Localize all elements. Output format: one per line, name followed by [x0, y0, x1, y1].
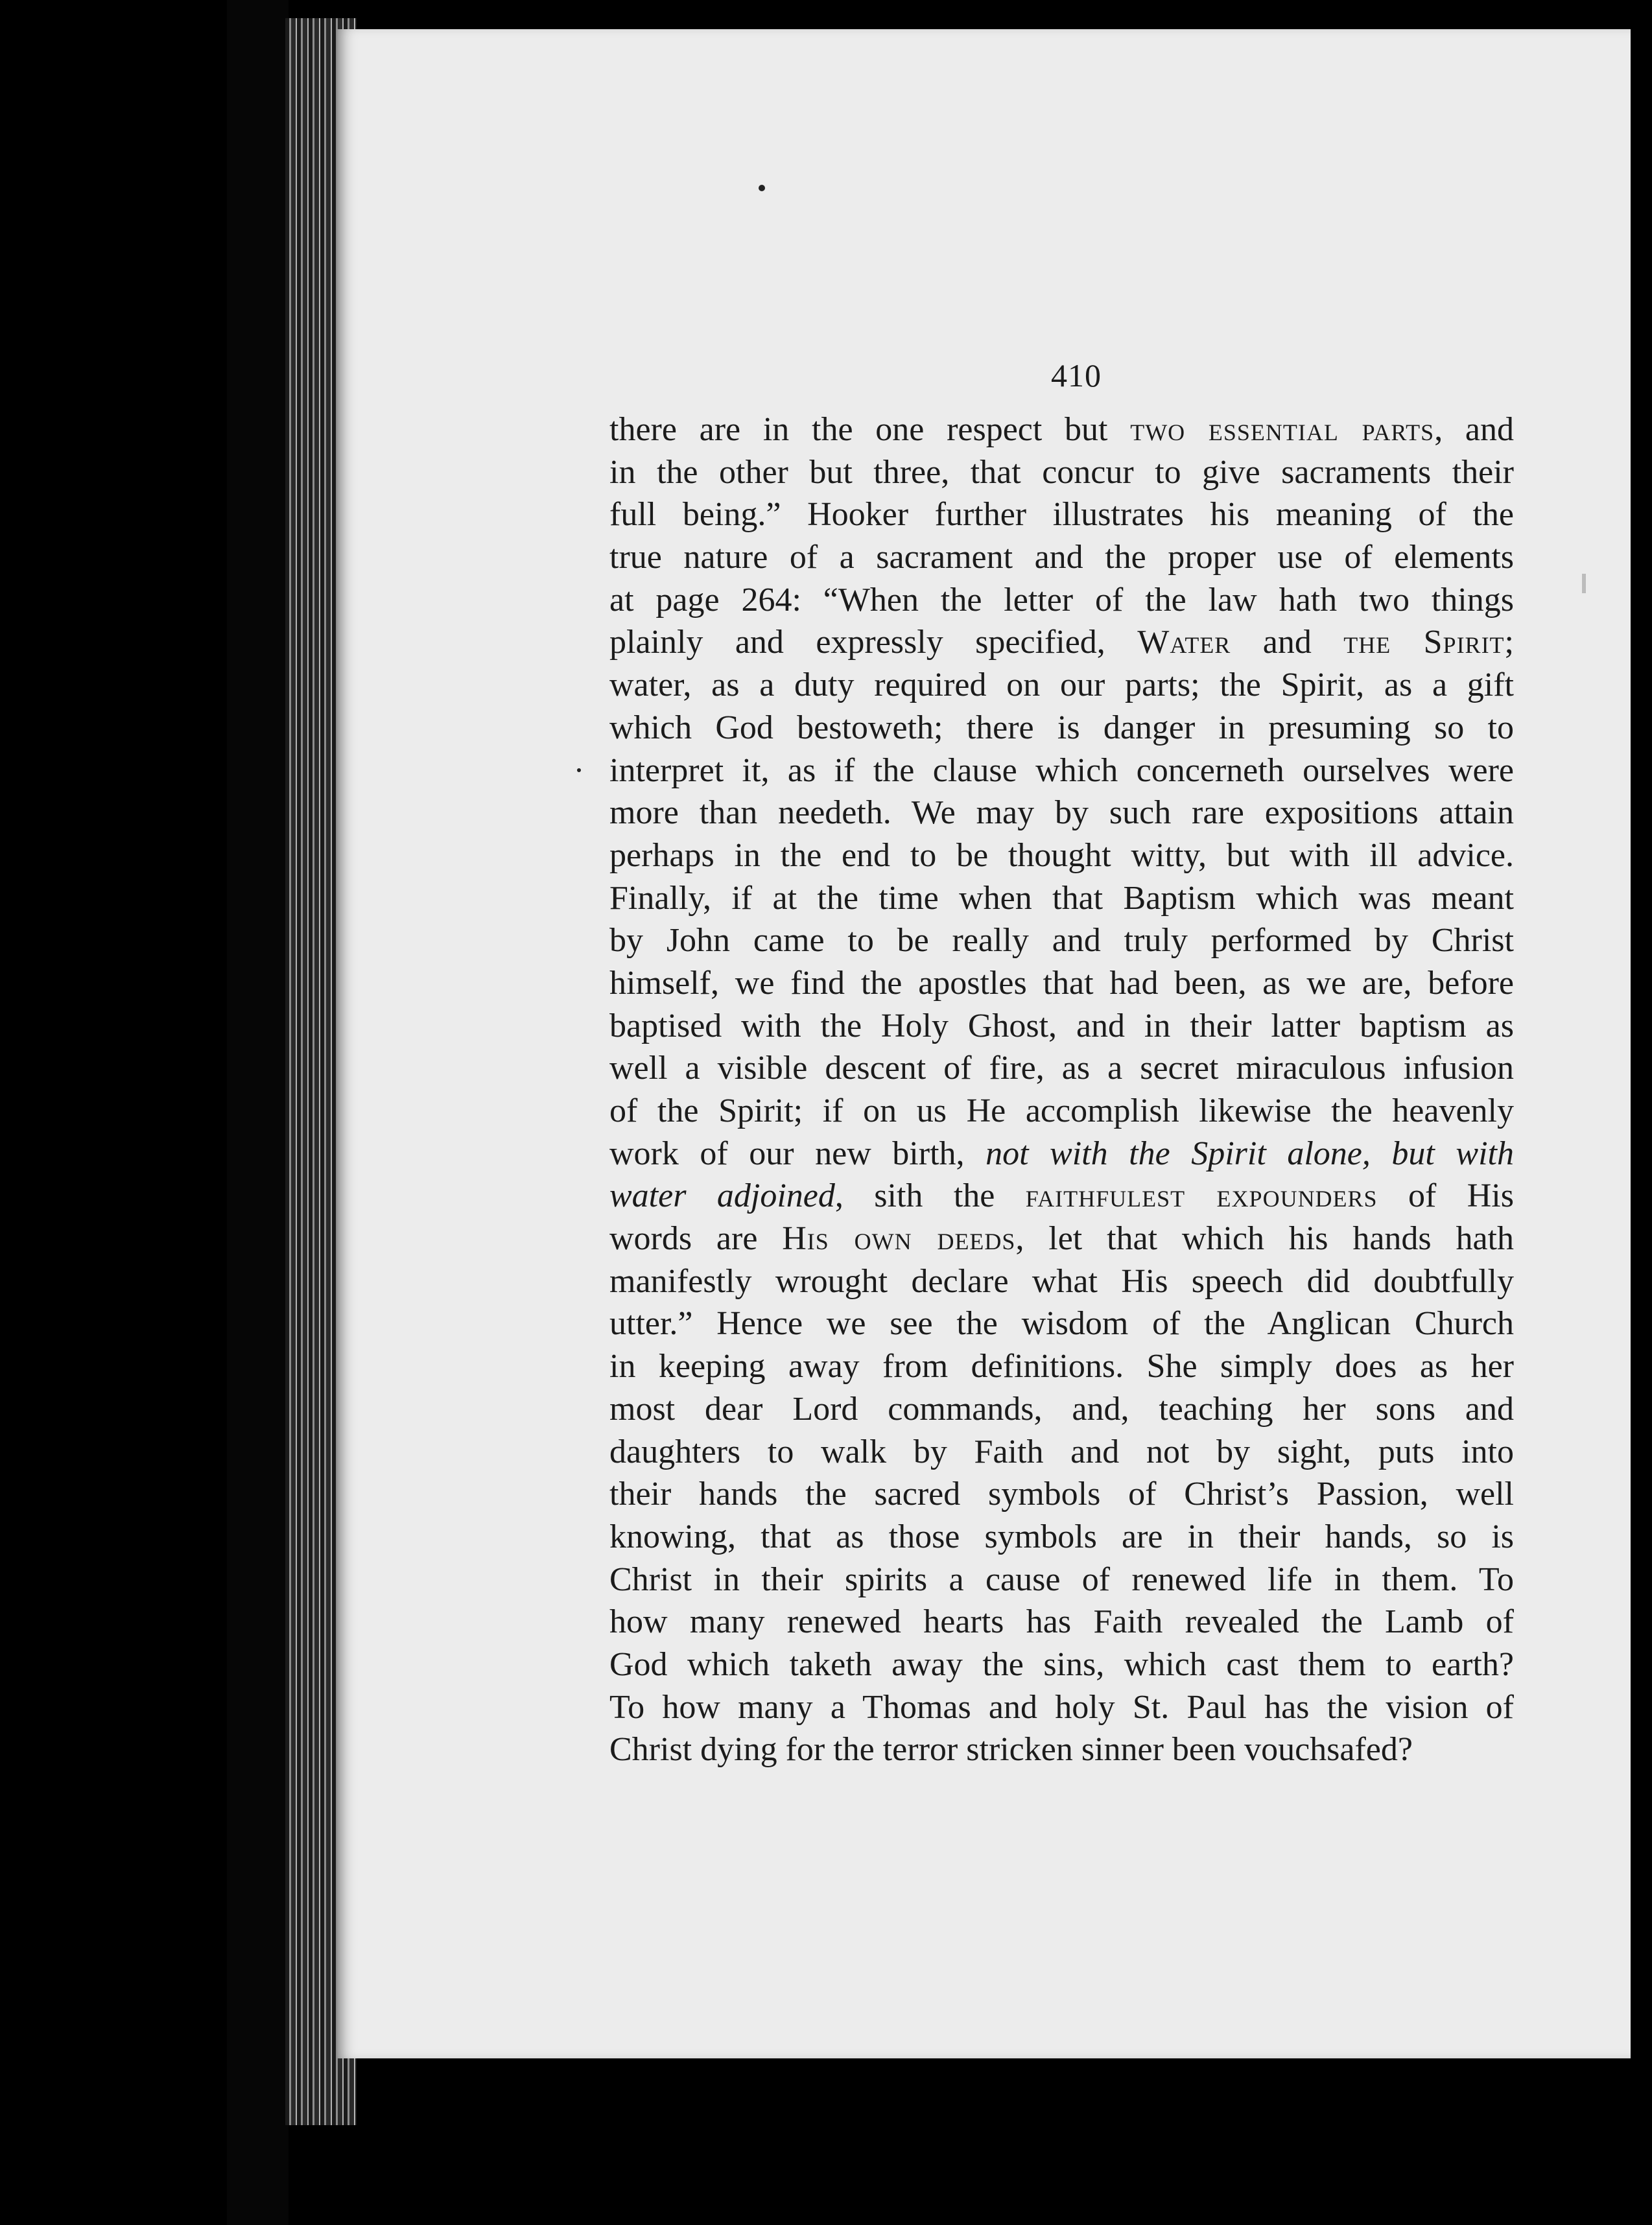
text-line	[609, 749, 1514, 792]
text-line	[609, 919, 1514, 962]
text-run: of the Spirit; if on us He accomplish likewise the heavenly	[609, 1092, 1514, 1129]
text-run: perhaps in the end to be thought witty, but with ill advice.	[609, 836, 1514, 874]
text-line	[609, 1388, 1514, 1431]
text-line	[609, 493, 1514, 536]
text-run: baptised with the Holy Ghost, and in their latter baptism as	[609, 1007, 1514, 1044]
text-run: faithfulest expounders	[1025, 1177, 1378, 1215]
margin-speck	[1582, 574, 1586, 593]
text-run: Finally, if at the time when that Baptism which was meant	[609, 879, 1514, 917]
text-run: in the other but three, that concur to give sacraments their	[609, 453, 1514, 491]
text-line	[609, 877, 1514, 920]
text-line	[609, 1005, 1514, 1048]
text-run: ;	[1504, 624, 1514, 661]
text-run: true nature of a sacrament and the proper use of elements	[609, 539, 1514, 576]
text-line	[609, 1643, 1514, 1686]
text-run: interpret it, as if the clause which concerneth ourselves were	[609, 751, 1514, 789]
text-run: of His	[1377, 1177, 1514, 1215]
text-run: full being.” Hooker further illustrates his meaning of the	[609, 496, 1514, 534]
body-text	[609, 408, 1514, 1771]
text-line	[609, 707, 1514, 749]
text-run: the Spirit	[1343, 624, 1505, 661]
text-run: water, as a duty required on our parts; the Spirit, as a gift	[609, 666, 1514, 704]
text-run: and	[1231, 624, 1344, 661]
text-line	[609, 1345, 1514, 1388]
text-line	[609, 451, 1514, 494]
text-run: To how many a Thomas and holy St. Paul has the vision of	[609, 1688, 1514, 1726]
text-run: at page 264: “When the letter of the law hath two things	[609, 581, 1514, 618]
text-line	[609, 1601, 1514, 1643]
text-run: most dear Lord commands, and, teaching her sons and	[609, 1390, 1514, 1428]
text-run: water adjoined	[609, 1177, 835, 1215]
text-line	[609, 536, 1514, 579]
text-run: knowing, that as those symbols are in their hands, so is	[609, 1518, 1514, 1555]
book-spine-shadow	[227, 0, 289, 2225]
text-line	[609, 1047, 1514, 1090]
text-line	[609, 1090, 1514, 1133]
text-line	[609, 1133, 1514, 1175]
text-run: two essential parts	[1130, 411, 1435, 448]
text-line	[609, 792, 1514, 834]
text-run: words are	[609, 1220, 783, 1258]
text-line	[609, 621, 1514, 664]
text-line	[609, 834, 1514, 877]
text-run: more than needeth. We may by such rare expositions attain	[609, 794, 1514, 832]
text-run: daughters to walk by Faith and not by sight, puts into	[609, 1433, 1514, 1470]
text-run: in keeping away from definitions. She simply does as her	[609, 1348, 1514, 1385]
text-line	[609, 664, 1514, 707]
page-number: 410	[1051, 357, 1102, 394]
text-line	[609, 579, 1514, 622]
text-line	[609, 962, 1514, 1005]
text-run: God which taketh away the sins, which cast them to earth?	[609, 1645, 1514, 1683]
text-run: , sith the	[834, 1177, 1026, 1215]
text-run: there are in the one respect but	[609, 411, 1131, 448]
ink-speck	[577, 768, 581, 772]
text-run: Christ in their spirits a cause of renewed life in them. To	[609, 1560, 1514, 1598]
text-run: , and	[1434, 411, 1514, 448]
text-line	[609, 1302, 1514, 1345]
text-run: well a visible descent of fire, as a secret miraculous infusion	[609, 1050, 1514, 1087]
text-run: their hands the sacred symbols of Christ’s Passion, well	[609, 1476, 1514, 1513]
text-line	[609, 1686, 1514, 1729]
text-run: himself, we find the apostles that had been, as we are, before	[609, 964, 1514, 1002]
text-line	[609, 1473, 1514, 1516]
text-line	[609, 1559, 1514, 1601]
text-run: not with the Spirit alone, but with	[985, 1135, 1514, 1172]
text-line	[609, 408, 1514, 451]
text-run: by John came to be really and truly performed by Christ	[609, 922, 1514, 959]
text-run: how many renewed hearts has Faith revealed the Lamb of	[609, 1603, 1514, 1641]
text-line	[609, 1175, 1514, 1218]
ink-speck	[759, 185, 765, 191]
text-run: work of our new birth,	[609, 1135, 986, 1172]
text-run: Water	[1137, 624, 1231, 661]
text-run: Christ dying for the terror stricken sinner been vouchsafed?	[609, 1731, 1413, 1769]
text-run: , let that which his hands hath	[1015, 1220, 1514, 1258]
text-line	[609, 1218, 1514, 1260]
text-line	[609, 1431, 1514, 1474]
text-line	[609, 1516, 1514, 1559]
text-run: utter.” Hence we see the wisdom of the Anglican Church	[609, 1305, 1514, 1343]
text-run: plainly and expressly specified,	[609, 624, 1138, 661]
text-run: which God bestoweth; there is danger in presuming so to	[609, 709, 1514, 746]
text-line	[609, 1728, 1514, 1771]
text-line	[609, 1260, 1514, 1303]
text-run: manifestly wrought declare what His speech did doubtfully	[609, 1262, 1514, 1300]
text-run: His own deeds	[782, 1220, 1016, 1258]
